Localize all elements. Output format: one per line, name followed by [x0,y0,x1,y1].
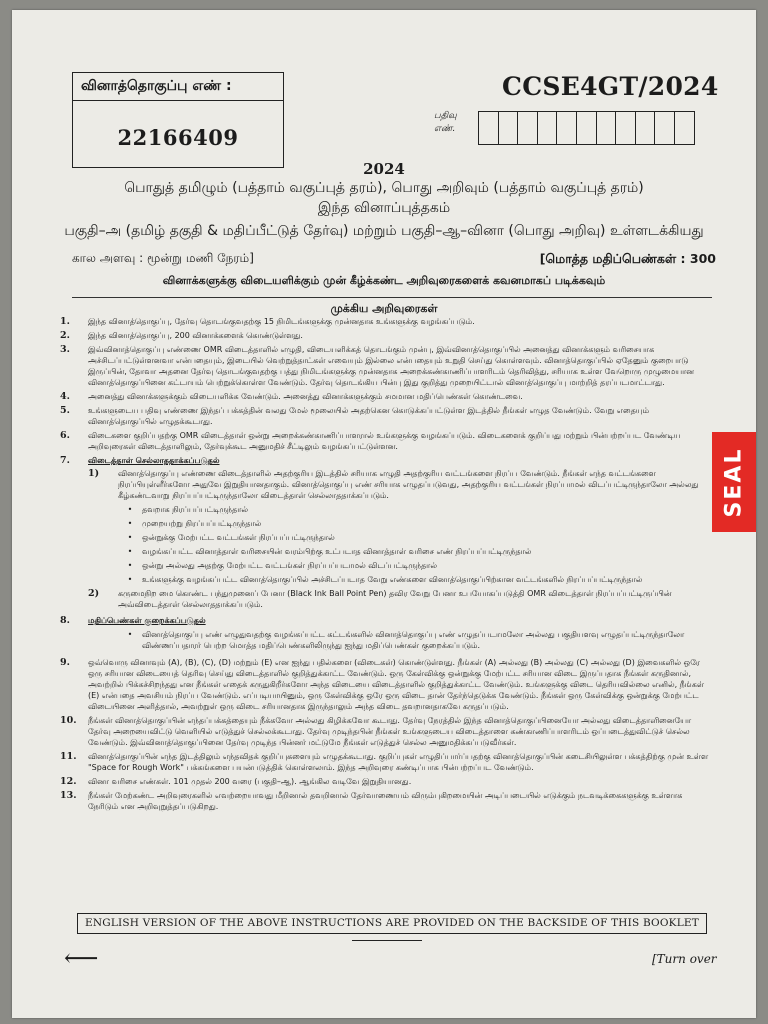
sub-instruction-number: 2) [88,588,100,599]
instruction-number: 12. [60,776,77,787]
register-number-cell[interactable] [577,112,597,144]
register-number-label: பதிவு எண். [434,111,457,134]
exam-code: CCSE4GT/2024 [502,72,719,101]
instruction-text: இந்த வினாத்தொகுப்பு, 200 வினாக்களைக் கொண்டுள்ளது. [88,331,303,340]
arrow-left-icon: ⟵ [64,944,99,972]
bullet-icon: • [127,547,133,556]
divider [352,940,422,941]
instruction-text: அனைத்து வினாக்களுக்கும் விடையளிக்க வேண்டும். அனைத்து வினாக்களுக்கும் சமமான மதிப்பெண்கள் கொண்டவை. [88,392,523,401]
bullet-text: தவறாக நிரப்பப்பட்டிருந்தால் [142,505,249,514]
instruction-number: 1. [60,316,70,327]
register-number-cell[interactable] [675,112,695,144]
instruction-number: 9. [60,657,70,668]
question-booklet-label: வினாத்தொகுப்பு எண் : [73,73,283,101]
instructions-heading: முக்கிய அறிவுரைகள் [330,302,438,315]
bullet-icon: • [127,575,133,584]
question-booklet-cover [12,10,756,1018]
instruction-item [60,751,710,773]
instruction-number: 7. [60,455,70,466]
instruction-item [60,391,710,402]
question-booklet-number-box [72,72,284,168]
instruction-text: உங்களுடைய பதிவு எண்ணை இந்தப் பக்கத்தின் வலது மேல் மூலையில் அதற்கென கொடுக்கப்பட்டுள்ள இடத்தில் நீங்கள் எழுத வேண்டும். வேறு எதையும் வினாத்தொகுப்பில் எழுதக்கூடாது. [88,406,650,426]
instruction-item [60,330,710,341]
sub-instruction-text: வினாத்தொகுப்பு எண்ணை விடைத்தாளில் அதற்குரிய இடத்தில் சரியாக எழுதி அதற்குரிய வட்டங்களை நிரப்ப வேண்டும். நீங்கள் எந்த வட்டங்களை நிரப்பியுள்ளீர்களோ அதுவே இறுதியானதாகும். வினாத்தொகுப்பு எண் சரியாக எழுதப்படுவது, அதற்குரிய வட்டங்கள் நிரப்பாமல் விடப்பட்டிருந்தாலோ அல்லது கீழ்கண்டவாறு நிரப்பப்பட்டிருந்தாலோ விடைத்தாள் செல்லாததாக்கப்படும். [118,469,699,500]
exam-parts: பகுதி–அ (தமிழ் தகுதி & மதிப்பீட்டுத் தேர்வு) மற்றும் பகுதி–ஆ–வினா (பொது அறிவு) உள்ளடக்கியது [64,223,704,239]
bullet-icon: • [127,505,133,514]
instruction-text: ஒவ்வொரு வினாவும் (A), (B), (C), (D) மற்றும் (E) என ஐந்து பதில்களை (விடைகள்) கொண்டுள்ளது. நீங்கள் (A) அல்லது (B) அல்லது (C) அல்லது (D) இவைகளில் ஒரே ஒரு சரியான விடையைத் தெரிவு செய்து விடைத்தாளில் குறித்துக்காட்ட வேண்டும். ஒரு கேள்விக்கு ஒன்றுக்கு மேற்பட்ட சரியான விடை இருப்பதாக நீங்கள் கருதினால், அவற்றில் பிக்கச்சிறந்தது என நீங்கள் எதைக் கருதுகிறீர்களோ அந்த விடையை விடைத்தாளில் குறித்துக்காட்ட வேண்டும். உங்களுக்கு விடை தெரியவில்லை எனில், நீங்கள் (E) என்பதை அவசியம் நிரப்ப வேண்டும். எப்படியாயினும், ஒரு கேள்விக்கு ஒரே ஒரு விடை தான் தேர்ந்தெடுக்க வேண்டும். நீங்கள் ஒரு கேள்விக்கு ஒன்றுக்கு மேற்பட்ட விடையினை அளித்தால், அவற்றுள் ஒரு விடை சரியானதாக இருந்தாலும் அந்த விடை தவறானதாகவே கருதப்படும். [88,658,705,711]
bullet-text: ஒன்று அல்லது அதற்கு மேற்பட்ட வட்டங்கள் நிரப்பப்படாமல் விடப்பட்டிருந்தால் [142,561,437,570]
instruction-item [60,615,710,654]
instruction-item [60,455,710,612]
bullet-icon: • [127,630,133,639]
turn-over-note: [Turn over [652,952,717,966]
register-number-cell[interactable] [518,112,538,144]
instruction-text: இவ்வினாத்தொகுப்பு எண்ணை OMR விடைத்தாளில் எழுதி, விடையளிக்கத் தொடங்கும் முன்பு, இவ்வினாத்தொகுப்பில் அனைத்து வினாக்களும் வரிசையாக அச்சிடப்பட்டுள்ளனவா என்பதையும், இடையில் வெற்றுத்தாட்கள் எவையும் இல்லை என்பதையும் உறுதி செய்து கொள்ளவும். வினாத்தொகுப்பில் ஏதேனும் குறைபாடு இருப்பின், தோவா அதனை தேர்வு தொடங்குவதற்கு பத்து நிமிடங்களுக்கு முன்னதாக அறைக்கண்காணிப்பாளரிடம் தெரிவித்து, சரியாக உள்ள வேறொரு முழுமையான வினாத்தொகுப்பினை கட்டாயம் பெற்றுக்கொள்ள வேண்டும். தேர்வு தொடங்கிய பின்பு இது குறித்து முறையிட்டால் வினாத்தொகுப்பு மாற்றித் தரப்படமாட்டாது. [88,345,695,387]
instruction-number: 8. [60,615,70,626]
register-number-cell[interactable] [479,112,499,144]
instruction-text: விடைகளை குறிப்பதற்கு OMR விடைத்தாள் ஒன்று அறைக்கண்காணிப்பாளரால் உங்களுக்கு வழங்கப்படும். விடைகளைக் குறிப்பது மற்றும் பின்பற்றப்பட வேண்டிய அறிவுரைகள் விடைத்தாளிலும், தேர்வுக்கூட அனுமதிச் சீட்டிலும் வழங்கப்பட்டுள்ளன. [88,431,681,451]
bullet-icon: • [127,533,133,542]
instruction-number: 13. [60,790,77,801]
instruction-item [60,657,710,712]
divider [72,297,712,298]
seal-sticker [712,432,756,532]
question-booklet-number: 22166409 [117,125,239,150]
register-number-cell[interactable] [557,112,577,144]
sub-instruction-text: கருமைநிற மை கொண்ட பந்துமுனைப் பேனா (Black Ink Ball Point Pen) தவிர வேறு பேனா உபயோகப்படுத்தி OMR விடைத்தாள் நிரப்பப்பட்டிருப்பின் அவ்விடைத்தாள் செல்லாததாக்கப்படும். [118,589,672,609]
instruction-subheading: விடைத்தாள் செல்லாததாக்கப்படுதல் [88,456,220,465]
bullet-text: வினாத்தொகுப்பு எண் எழுதுவதற்கு வழங்கப்பட்ட கட்டங்களில் வினாத்தொகுப்பு எண் எழுதப்படாமலோ அல்லது பகுதியளவு எழுதப்பட்டிருந்தாலோ விண்ணப்பதாரர் பெற்ற மொத்த மதிப்பெண்களிலிருந்து ஐந்து மதிப்பெண்கள் குறைக்கப்படும். [142,630,685,650]
bullet-text: வழங்கப்பட்ட வினாத்தாள் வரிசையின் வரம்பிற்கு உட்படாத வினாத்தாள் வரிசை எண் நிரப்பப்பட்டிருந்தால் [142,547,532,556]
register-number-cell[interactable] [499,112,519,144]
instruction-text: இந்த வினாத்தொகுப்பு, தேர்வு தொடங்குவதற்கு 15 நிமிடங்களுக்கு முன்னதாக உங்களுக்கு வழங்கப்படும். [88,317,475,326]
register-number-cell[interactable] [538,112,558,144]
register-number-grid[interactable] [478,111,695,145]
instruction-item [60,776,710,787]
bullet-icon: • [127,519,133,528]
exam-title: பொதுத் தமிழும் (பத்தாம் வகுப்புத் தரம்), பொது அறிவும் (பத்தாம் வகுப்புத் தரம்) [124,180,644,196]
register-number-cell[interactable] [655,112,675,144]
instruction-number: 2. [60,330,70,341]
instruction-text: நீங்கள் மேற்கண்ட அறிவுரைகளில் எவற்றையாவது மீறினால் தவறினால் தேர்வாணையம் விரும்புகிறமையின் அடிப்படையில் எடுக்கும் நடவடிக்கைகளுக்கு உள்ளாக நேரிடும் என அறிவுறுத்தப்படுகிறது. [88,791,683,811]
instruction-number: 10. [60,715,77,726]
exam-subtitle: இந்த வினாப்புத்தகம் [317,200,451,216]
bullet-text: உங்களுக்கு வழங்கப்பட்ட வினாத்தொகுப்பில் அச்சிடப்படாத வேறு எண்களை வினாத்தொகுப்பிற்கான வட்டங்களில் நிரப்பப்பட்டிருந்தால் [142,575,643,584]
instruction-text: நீங்கள் வினாத்தொகுப்பின் எந்தப்பக்கத்தையும் நீக்கவோ அல்லது கிழிக்கவோ கூடாது. தேர்வு நேரத்தில் இந்த வினாத்தொகுப்பினையோ அல்லது விடைத்தாளினையோ தேர்வு அறையைவிட்டு வெளியில் எடுத்துச் செல்லக்கூடாது. தேர்வு முடிந்தபின் நீங்கள் உங்களுடைய விடைத்தாளை கண்காணிப்பாளரிடம் ஒப்படைத்துவிட்டுச் செல்ல வேண்டும். இவ்வினாத்தொகுப்பினை தேர்வு முடிந்த பின்னர் மட்டுமே நீங்கள் எடுத்துச் செல்ல அனுமதிக்கப்படுவீர்கள். [88,716,692,747]
instruction-number: 11. [60,751,77,762]
instruction-item [60,405,710,427]
bullet-text: ஒன்றுக்கு மேற்பட்ட வட்டங்கள் நிரப்பப்பட்டிருந்தால் [142,533,335,542]
register-number-cell[interactable] [636,112,656,144]
max-marks: [மொத்த மதிப்பெண்கள் : 300 [539,251,716,266]
instruction-number: 4. [60,391,70,402]
instruction-item [60,344,710,388]
bullet-text: முறையற்று நிரப்பப்பட்டிருந்தால் [142,519,262,528]
instruction-item [60,430,710,452]
english-version-note: ENGLISH VERSION OF THE ABOVE INSTRUCTIONS ARE PROVIDED ON THE BACKSIDE OF THIS BOOKLET [77,913,707,934]
instruction-item [60,715,710,748]
seal-label: SEAL [721,447,747,517]
read-instructions-advice: வினாக்களுக்கு விடையளிக்கும் முன் கீழ்க்கண்ட அறிவுரைகளைக் கவனமாகப் படிக்கவும் [162,274,606,287]
instruction-number: 6. [60,430,70,441]
instructions-list [60,316,710,815]
instruction-text: வினா வரிசை எண்கள். 101 முதல் 200 வரை (பகுதி–ஆ). ஆங்கில வடிவே இறுதியானது. [88,777,412,786]
instruction-item [60,790,710,812]
instruction-item [60,316,710,327]
exam-year: 2024 [363,160,405,178]
bullet-icon: • [127,561,133,570]
sub-instruction-number: 1) [88,468,100,479]
instruction-number: 3. [60,344,70,355]
register-number-cell[interactable] [597,112,617,144]
instruction-number: 5. [60,405,70,416]
exam-duration: கால அளவு : மூன்று மணி நேரம்] [72,251,254,265]
instruction-subheading: மதிப்பெண்கள் குறைக்கப்படுதல் [88,616,206,625]
register-number-cell[interactable] [616,112,636,144]
instruction-text: வினாத்தொகுப்பின் எந்த இடத்திலும் எந்தவிதக் குறிப்புகளையும் எழுதக்கூடாது. குறிப்புகள் எழுதிப்பார்ப்பதற்கு வினாத்தொகுப்பின் கடைசியிலுள்ள பக்கத்திற்கு முன் உள்ள "Space for Rough Work" பக்கங்களை பயன்படுத்திக் கொள்ளலாம். இந்த அறிவுரை கண்டிப்பாக பின்பற்றப்பட வேண்டும். [88,752,709,772]
